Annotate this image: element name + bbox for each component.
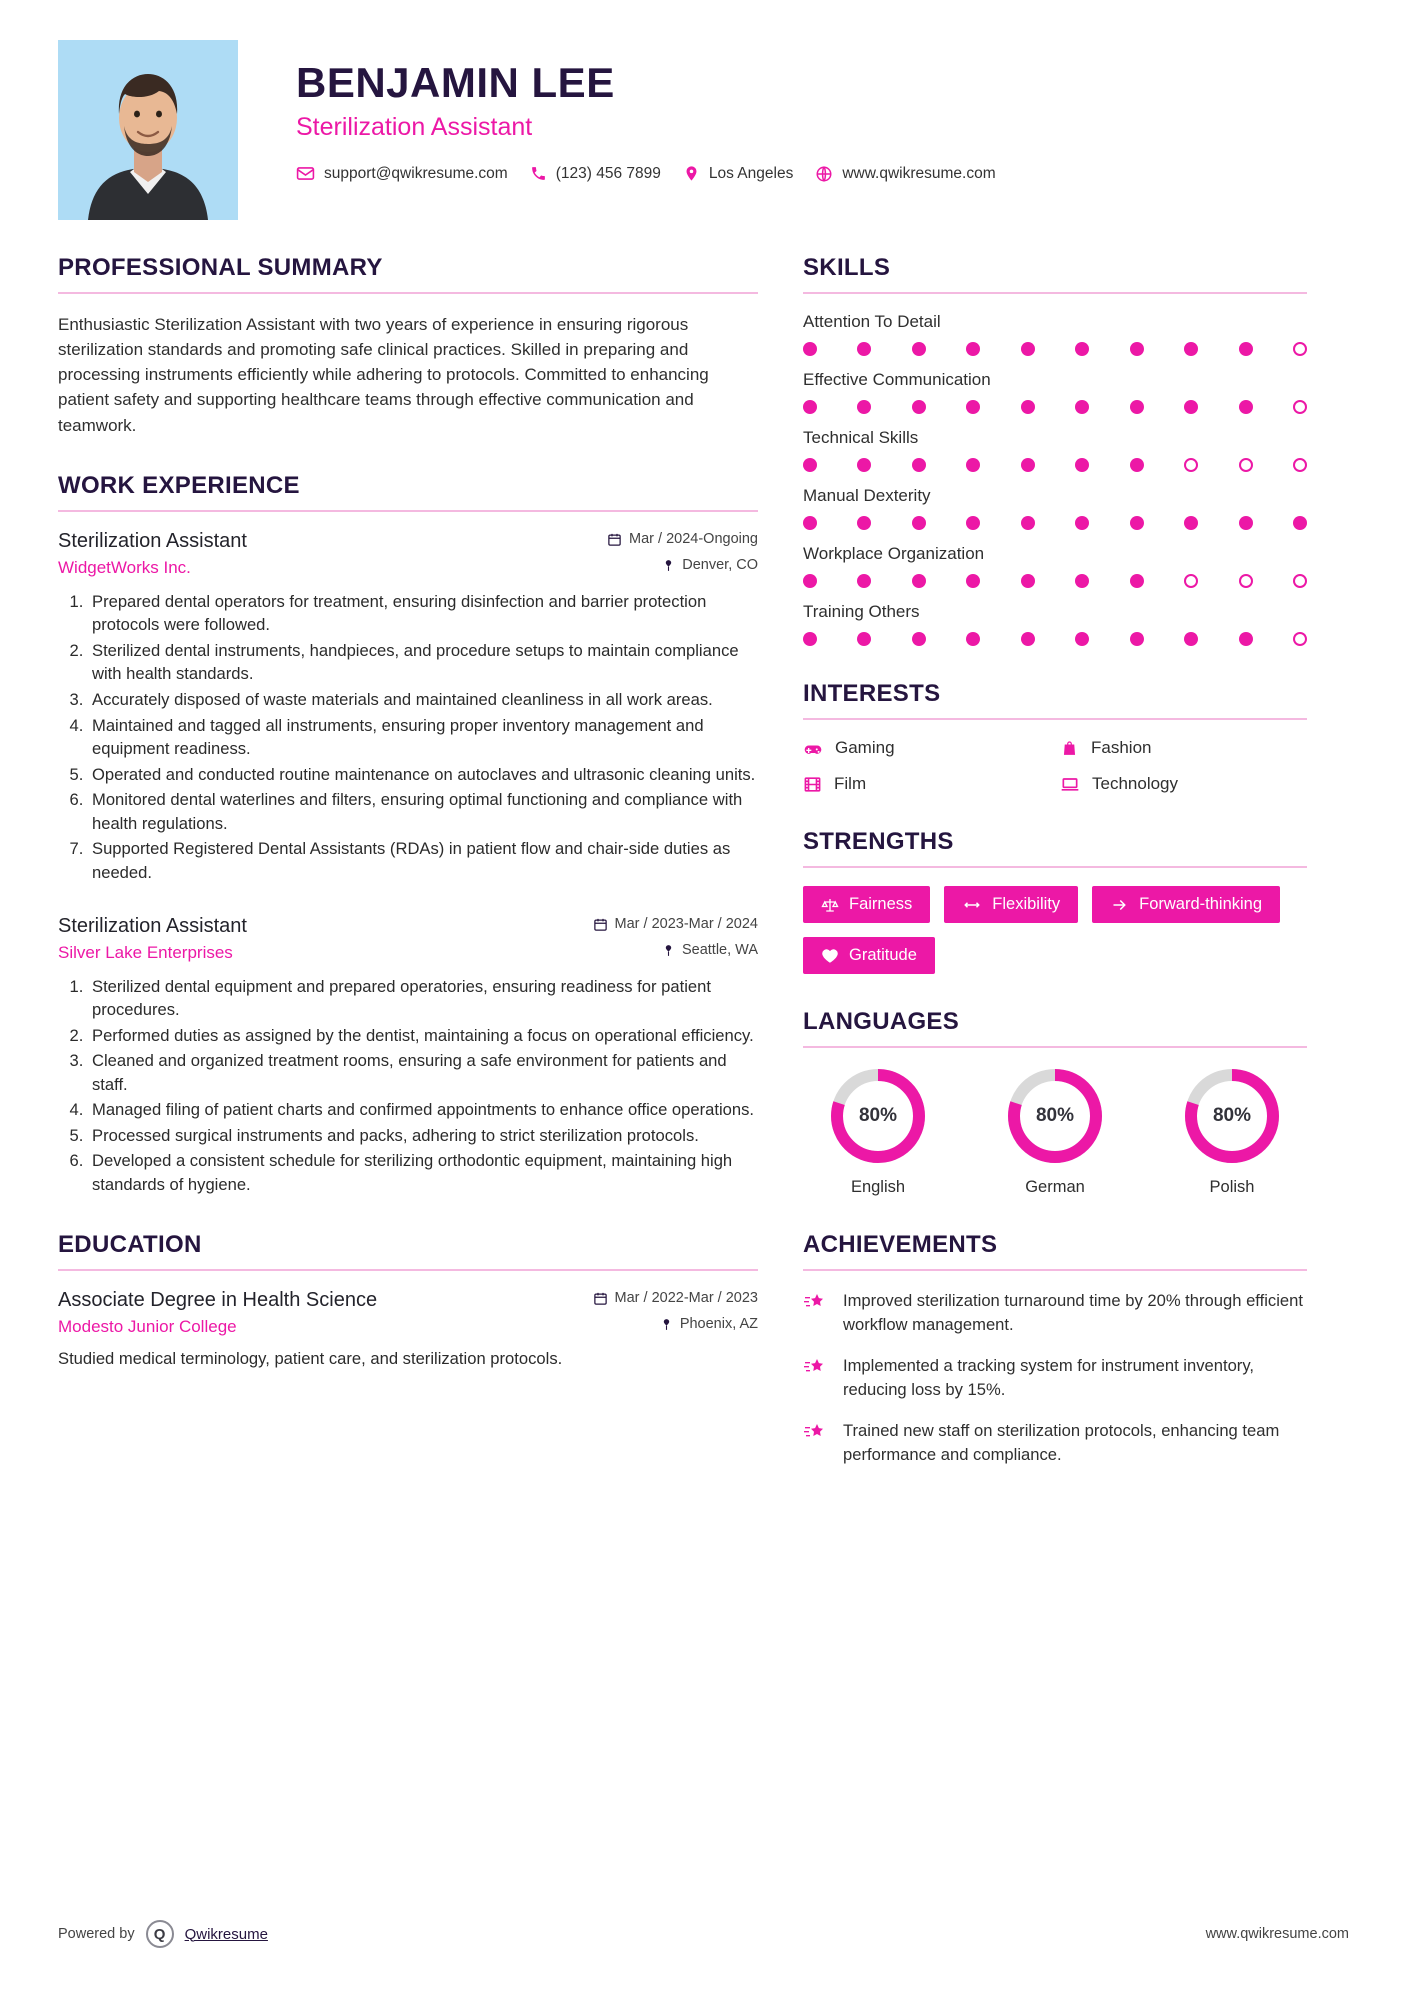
avatar: [58, 40, 238, 220]
duty-item: 2. Sterilized dental instruments, handpieces, and procedure setups to maintain compliance with health standards.: [88, 639, 758, 686]
section-heading-skills: SKILLS: [803, 254, 891, 281]
footer-website[interactable]: www.qwikresume.com: [1205, 1926, 1349, 1942]
skill-rating: [803, 458, 1307, 472]
header-main: [238, 40, 1349, 183]
job-location: [662, 942, 758, 958]
school-name: Modesto Junior College: [58, 1316, 237, 1336]
education-dates-text: Mar / 2022-Mar / 2023: [614, 1290, 758, 1307]
page-title: BENJAMIN LEE: [296, 59, 615, 106]
duty-item: 4. Managed filing of patient charts and confirmed appointments to enhance office operations.: [88, 1098, 758, 1122]
interest-item: [1060, 774, 1307, 794]
achievement-item: [803, 1419, 1307, 1466]
phone-icon: [530, 165, 547, 182]
contact-email-text: support@qwikresume.com: [324, 164, 508, 182]
achievement-item: [803, 1289, 1307, 1336]
laptop-icon: [1060, 774, 1080, 794]
duty-item: 4. Maintained and tagged all instruments, ensuring proper inventory management and equipment readiness.: [88, 714, 758, 761]
duty-item: 5. Processed surgical instruments and packs, adhering to strict sterilization protocols.: [88, 1124, 758, 1148]
language-percent: 80%: [858, 1105, 898, 1126]
handbag-icon: [1060, 739, 1079, 758]
divider: [58, 510, 758, 512]
job-role: Sterilization Assistant: [296, 113, 533, 142]
page-footer: [58, 1920, 1349, 1948]
language-item: [803, 1066, 953, 1197]
skill-label: Effective Communication: [803, 370, 991, 389]
section-heading-strengths: STRENGTHS: [803, 828, 954, 855]
skill-rating: [803, 574, 1307, 588]
calendar-icon: [593, 917, 608, 932]
education-item: [58, 1289, 758, 1370]
skill-rating: [803, 342, 1307, 356]
qwikresume-logo-icon: Q: [146, 1920, 174, 1948]
achievement-text: Improved sterilization turnaround time by 20% through efficient workflow management.: [843, 1291, 1303, 1334]
contact-phone-text: (123) 456 7899: [555, 164, 661, 182]
interest-item: [803, 774, 1050, 794]
job-duties: [88, 590, 758, 885]
interest-label: Fashion: [1091, 738, 1152, 757]
skill-label: Attention To Detail: [803, 312, 941, 331]
strength-label: Forward-thinking: [1139, 895, 1263, 913]
contact-row: [296, 164, 1349, 183]
skill-row: [803, 544, 1307, 588]
skill-row: [803, 602, 1307, 646]
language-percent: 80%: [1035, 1105, 1075, 1126]
divider: [803, 1046, 1307, 1048]
job-title: Sterilization Assistant: [58, 529, 247, 552]
job-title: Sterilization Assistant: [58, 914, 247, 937]
globe-icon: [815, 165, 833, 183]
duty-item: 1. Sterilized dental equipment and prepared operatories, ensuring readiness for patient procedures.: [88, 975, 758, 1022]
location-pin-icon: [683, 165, 700, 182]
contact-email[interactable]: [296, 164, 508, 183]
section-heading-interests: INTERESTS: [803, 680, 941, 707]
duty-item: 2. Performed duties as assigned by the dentist, maintaining a focus on operational efficiency.: [88, 1024, 758, 1048]
skill-rating: [803, 400, 1307, 414]
contact-location: [683, 165, 793, 183]
calendar-icon: [593, 1291, 608, 1306]
work-item: [58, 530, 758, 885]
language-percent: 80%: [1212, 1105, 1252, 1126]
language-label: English: [850, 1178, 906, 1196]
gamepad-icon: [803, 738, 823, 758]
contact-website-text: www.qwikresume.com: [842, 164, 996, 182]
divider: [58, 1269, 758, 1271]
strength-chip: [944, 886, 1078, 923]
strength-label: Flexibility: [992, 895, 1061, 913]
map-pin-icon: [662, 943, 675, 958]
strength-chip: [803, 886, 930, 923]
education-description: Studied medical terminology, patient care, and sterilization protocols.: [58, 1348, 563, 1368]
resume-header: [58, 40, 1349, 220]
film-icon: [803, 775, 822, 794]
skill-row: [803, 428, 1307, 472]
contact-location-text: Los Angeles: [708, 164, 794, 182]
duty-item: 6. Developed a consistent schedule for sterilizing orthodontic equipment, maintaining high standards of hygiene.: [88, 1149, 758, 1196]
language-progress-ring: [1005, 1066, 1105, 1166]
achievement-text: Implemented a tracking system for instrument inventory, reducing loss by 15%.: [843, 1356, 1255, 1399]
strength-chip: [1092, 886, 1280, 923]
job-dates-text: Mar / 2023-Mar / 2024: [614, 916, 758, 933]
contact-phone[interactable]: [530, 165, 661, 183]
left-column: [58, 254, 803, 1370]
language-label: German: [1025, 1178, 1085, 1196]
star-badge-icon: [803, 1419, 829, 1451]
languages-list: [803, 1066, 1307, 1197]
job-dates: [593, 916, 758, 932]
language-label: Polish: [1209, 1178, 1255, 1196]
duty-item: 7. Supported Registered Dental Assistants (RDAs) in patient flow and chair-side duties as needed.: [88, 837, 758, 884]
skill-label: Technical Skills: [803, 428, 919, 447]
email-icon: [296, 164, 315, 183]
right-column: [803, 254, 1307, 1466]
divider: [58, 292, 758, 294]
skill-label: Training Others: [803, 602, 920, 621]
job-dates-text: Mar / 2024-Ongoing: [629, 531, 758, 548]
strength-label: Gratitude: [849, 946, 917, 964]
divider: [803, 1269, 1307, 1271]
skill-row: [803, 312, 1307, 356]
strengths-list: [803, 886, 1307, 974]
interest-item: [1060, 738, 1307, 758]
divider: [803, 292, 1307, 294]
summary-text: Enthusiastic Sterilization Assistant with two years of experience in ensuring rigorous sterilization standards and promoting safe clinical practices. Skilled in preparing and processing instruments efficiently while adhering to protocols. Committed to enhancing patient safety and supporting healthcare teams through effective communication and teamwork.: [58, 315, 709, 435]
star-badge-icon: [803, 1354, 829, 1386]
language-progress-ring: [828, 1066, 928, 1166]
achievement-text: Trained new staff on sterilization protocols, enhancing team performance and compliance.: [843, 1421, 1280, 1464]
education-dates: [593, 1290, 758, 1306]
star-badge-icon: [803, 1289, 829, 1321]
strength-chip: [803, 937, 935, 974]
degree-title: Associate Degree in Health Science: [58, 1288, 378, 1311]
section-heading-work: WORK EXPERIENCE: [58, 471, 300, 499]
job-location-text: Denver, CO: [682, 557, 758, 574]
map-pin-icon: [662, 558, 675, 573]
job-company: Silver Lake Enterprises: [58, 942, 233, 962]
section-heading-education: EDUCATION: [58, 1230, 202, 1258]
powered-by-label: Powered by: [58, 1926, 135, 1942]
job-location-text: Seattle, WA: [681, 942, 758, 959]
language-item: [980, 1066, 1130, 1197]
job-location: [662, 557, 758, 573]
heart-icon: [821, 947, 839, 965]
footer-brand: [58, 1920, 268, 1948]
skill-row: [803, 370, 1307, 414]
duty-item: 3. Accurately disposed of waste materials and maintained cleanliness in all work areas.: [88, 688, 758, 712]
skill-row: [803, 486, 1307, 530]
interests-grid: [803, 738, 1307, 794]
interest-item: [803, 738, 1050, 758]
education-location-text: Phoenix, AZ: [679, 1316, 758, 1333]
interest-label: Technology: [1092, 774, 1179, 793]
duty-item: 1. Prepared dental operators for treatment, ensuring disinfection and barrier protection protocols were followed.: [88, 590, 758, 637]
language-item: [1157, 1066, 1307, 1197]
arrows-horizontal-icon: [962, 896, 982, 914]
duty-item: 5. Operated and conducted routine maintenance on autoclaves and ultrasonic cleaning units.: [88, 763, 758, 787]
qwikresume-link[interactable]: Qwikresume: [184, 1925, 268, 1943]
duty-item: 6. Monitored dental waterlines and filters, ensuring optimal functioning and compliance with health regulations.: [88, 788, 758, 835]
section-heading-languages: LANGUAGES: [803, 1008, 960, 1035]
skill-rating: [803, 516, 1307, 530]
map-pin-icon: [660, 1317, 673, 1332]
section-heading-achievements: ACHIEVEMENTS: [803, 1231, 998, 1258]
job-company: WidgetWorks Inc.: [58, 557, 191, 577]
section-heading-summary: PROFESSIONAL SUMMARY: [58, 254, 383, 281]
calendar-icon: [607, 532, 622, 547]
scales-icon: [821, 896, 839, 914]
work-item: [58, 915, 758, 1197]
divider: [803, 866, 1307, 868]
contact-website[interactable]: [815, 165, 995, 183]
divider: [803, 718, 1307, 720]
skill-label: Workplace Organization: [803, 544, 985, 563]
skill-rating: [803, 632, 1307, 646]
strength-label: Fairness: [849, 895, 913, 913]
skill-label: Manual Dexterity: [803, 486, 931, 505]
arrow-right-icon: [1110, 896, 1129, 914]
duty-item: 3. Cleaned and organized treatment rooms, ensuring a safe environment for patients and staff.: [88, 1049, 758, 1096]
achievement-item: [803, 1354, 1307, 1401]
job-duties: [88, 975, 758, 1197]
job-dates: [607, 531, 758, 547]
resume-body: [58, 254, 1349, 1466]
interest-label: Gaming: [835, 738, 895, 757]
language-progress-ring: [1182, 1066, 1282, 1166]
education-location: [660, 1316, 758, 1332]
interest-label: Film: [834, 774, 867, 793]
